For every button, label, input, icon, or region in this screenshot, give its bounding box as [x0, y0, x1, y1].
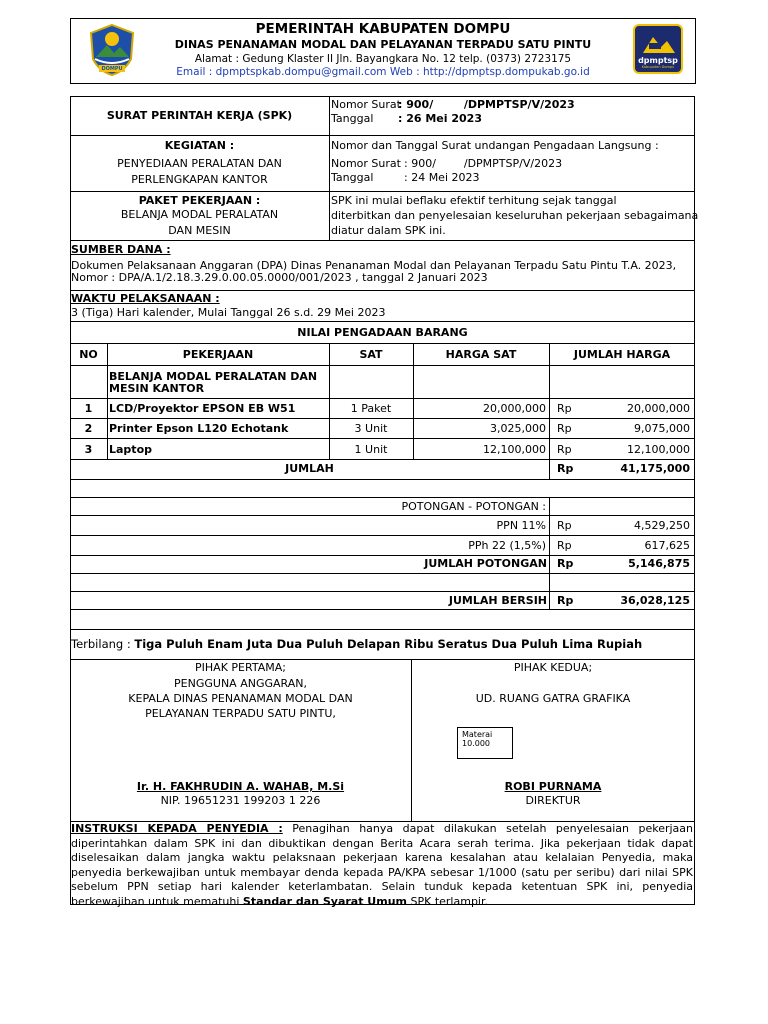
letterhead-title: PEMERINTAH KABUPATEN DOMPU	[255, 21, 511, 37]
jumlah-label: JUMLAH	[285, 462, 334, 475]
undangan-tanggal-label: Tanggal	[331, 171, 374, 184]
row-pekerjaan: Laptop	[109, 443, 152, 456]
spk-title: SURAT PERINTAH KERJA (SPK)	[106, 109, 293, 122]
row-sat: 1 Unit	[354, 443, 388, 456]
group-line1: BELANJA MODAL PERALATAN DAN	[109, 370, 318, 383]
ppn-value: 4,529,250	[634, 519, 690, 532]
row-no: 1	[84, 402, 93, 415]
col-sat: SAT	[359, 348, 383, 361]
group-line2: MESIN KANTOR	[109, 382, 205, 395]
row-pekerjaan: Printer Epson L120 Echotank	[109, 422, 289, 435]
terbilang-label: Terbilang :	[71, 637, 135, 651]
row-rp: Rp	[557, 402, 572, 415]
sumber-dana-label: SUMBER DANA :	[71, 243, 171, 256]
row-jumlah: 20,000,000	[627, 402, 690, 415]
pihak-pertama-name: Ir. H. FAKHRUDIN A. WAHAB, M.Si	[136, 780, 345, 793]
terbilang-value: Tiga Puluh Enam Juta Dua Puluh Delapan Ribu Seratus Dua Puluh Lima Rupiah	[134, 637, 643, 651]
pihak-kedua-name: ROBI PURNAMA	[504, 780, 602, 793]
spk-tanggal-label: Tanggal	[331, 112, 374, 125]
paket-line1: BELANJA MODAL PERALATAN	[120, 208, 279, 221]
instruksi-label: INSTRUKSI KEPADA PENYEDIA :	[71, 822, 283, 835]
row-pekerjaan: LCD/Proyektor EPSON EB W51	[109, 402, 296, 415]
col-jumlah-harga: JUMLAH HARGA	[573, 348, 671, 361]
paket-note-line2: diterbitkan dan penyelesaian keseluruhan pekerjaan sebagaimana	[331, 209, 699, 222]
letterhead-contact	[71, 66, 695, 78]
paket-line2: DAN MESIN	[168, 224, 231, 237]
instruksi-tail: SPK terlampir.	[407, 894, 488, 908]
col-pekerjaan: PEKERJAAN	[182, 348, 254, 361]
materai-line1: Materai	[462, 730, 493, 739]
row-sat: 3 Unit	[354, 422, 388, 435]
pihak-pertama-title: PIHAK PERTAMA;	[195, 661, 286, 674]
kegiatan-label: KEGIATAN :	[164, 139, 235, 152]
pihak-pertama-line3: PELAYANAN TERPADU SATU PINTU,	[145, 707, 336, 720]
dpmptsp-logo-subtext: Kabupaten Dompu	[641, 65, 675, 69]
pph-label: PPh 22 (1,5%)	[468, 539, 546, 552]
pihak-kedua-position: DIREKTUR	[525, 794, 581, 807]
jumlah-bersih-label: JUMLAH BERSIH	[448, 594, 547, 607]
pihak-kedua-company: UD. RUANG GATRA GRAFIKA	[475, 692, 631, 705]
pihak-pertama-line2: KEPALA DINAS PENANAMAN MODAL DAN	[128, 692, 353, 705]
jumlah-potongan-value: 5,146,875	[628, 557, 690, 570]
sumber-dana-line1: Dokumen Pelaksanaan Anggaran (DPA) Dinas Penanaman Modal dan Pelayanan Terpadu Satu Pintu T.A. 2023,	[71, 259, 677, 272]
pihak-pertama-nip: NIP. 19651231 199203 1 226	[160, 794, 321, 807]
potongan-label: POTONGAN - POTONGAN :	[401, 500, 546, 513]
undangan-tanggal-value: : 24 Mei 2023	[404, 171, 480, 184]
spk-nomor-label: Nomor Surat	[331, 98, 401, 111]
undangan-nomor-label: Nomor Surat	[331, 157, 401, 170]
row-rp: Rp	[557, 422, 572, 435]
row-rp: Rp	[557, 443, 572, 456]
row-harga: 3,025,000	[490, 422, 546, 435]
materai-stamp	[457, 727, 513, 759]
dompu-logo-text: DOMPU	[101, 66, 123, 72]
jumlah-potongan-label: JUMLAH POTONGAN	[424, 557, 547, 570]
undangan-title: Nomor dan Tanggal Surat undangan Pengadaan Langsung :	[331, 139, 659, 152]
col-harga-sat: HARGA SAT	[445, 348, 517, 361]
paket-note-line3: diatur dalam SPK ini.	[331, 224, 446, 237]
email-link[interactable]: dpmptspkab.dompu@gmail.com	[215, 66, 387, 78]
pph-value: 617,625	[644, 539, 690, 552]
paket-label: PAKET PEKERJAAN :	[138, 194, 261, 207]
web-link[interactable]: http://dpmptsp.dompukab.go.id	[422, 66, 590, 78]
dpmptsp-logo	[633, 24, 683, 74]
jumlah-value: 41,175,000	[620, 462, 690, 475]
materai-line2: 10.000	[462, 739, 490, 748]
undangan-nomor-value: : 900/ /DPMPTSP/V/2023	[404, 157, 563, 170]
dpmptsp-logo-text: dpmptsp	[638, 56, 678, 65]
web-label: Web :	[386, 66, 423, 78]
pihak-kedua-title: PIHAK KEDUA;	[513, 661, 593, 674]
nilai-title: NILAI PENGADAAN BARANG	[297, 326, 468, 339]
ppn-label: PPN 11%	[496, 519, 546, 532]
waktu-label: WAKTU PELAKSANAAN :	[71, 292, 220, 305]
letterhead	[70, 18, 696, 84]
row-no: 2	[84, 422, 93, 435]
email-label: Email :	[176, 66, 216, 78]
ppn-rp: Rp	[557, 519, 572, 532]
jumlah-bersih-rp: Rp	[557, 594, 574, 607]
row-harga: 12,100,000	[483, 443, 546, 456]
row-harga: 20,000,000	[483, 402, 546, 415]
terbilang	[71, 638, 642, 651]
instruksi-paragraph	[71, 822, 693, 909]
col-no: NO	[79, 348, 98, 361]
jumlah-bersih-value: 36,028,125	[620, 594, 690, 607]
letterhead-subtitle: DINAS PENANAMAN MODAL DAN PELAYANAN TERPADU SATU PINTU	[174, 38, 592, 51]
pihak-pertama-line1: PENGGUNA ANGGARAN,	[174, 677, 307, 690]
paket-note-line1: SPK ini mulai beflaku efektif terhitung sejak tanggal	[331, 194, 617, 207]
instruksi-text: Penagihan hanya dapat dilakukan setelah penyelesaian pekerjaan diperintahkan dalam SPK ini dan dibuktikan dengan Berita Acara serah terima. Jika pekerjaan tidak dapat diselesaikan dalam jangka waktu pelaksnaan pekerjaan karena kesalahan atau kelalaian Penyedia, maka penyedia berkewajiban untuk membayar denda kepada PA/KPA sebesar 1/1000 (satu per seribu) dari nilai SPK sebelum PPN setiap hari kalender keterlambatan. Selain tunduk kepada ketentuan SPK ini, penyedia berkewajiban untuk mematuhi	[71, 822, 693, 908]
waktu-text: 3 (Tiga) Hari kalender, Mulai Tanggal 26 s.d. 29 Mei 2023	[71, 306, 386, 319]
instruksi-bold: Standar dan Syarat Umum	[242, 894, 407, 908]
row-sat: 1 Paket	[350, 402, 392, 415]
kegiatan-line2: PERLENGKAPAN KANTOR	[131, 173, 268, 186]
jumlah-potongan-rp: Rp	[557, 557, 574, 570]
jumlah-rp: Rp	[557, 462, 574, 475]
row-jumlah: 9,075,000	[634, 422, 690, 435]
spk-tanggal-value: : 26 Mei 2023	[398, 112, 482, 125]
kegiatan-line1: PENYEDIAAN PERALATAN DAN	[117, 157, 282, 170]
spk-nomor-value: : 900/ /DPMPTSP/V/2023	[398, 98, 575, 111]
row-jumlah: 12,100,000	[627, 443, 690, 456]
letterhead-address: Alamat : Gedung Klaster II Jln. Bayangkara No. 12 telp. (0373) 2723175	[194, 53, 572, 65]
sumber-dana-line2: Nomor : DPA/A.1/2.18.3.29.0.00.05.0000/001/2023 , tanggal 2 Januari 2023	[71, 271, 488, 284]
pph-rp: Rp	[557, 539, 572, 552]
row-no: 3	[84, 443, 93, 456]
